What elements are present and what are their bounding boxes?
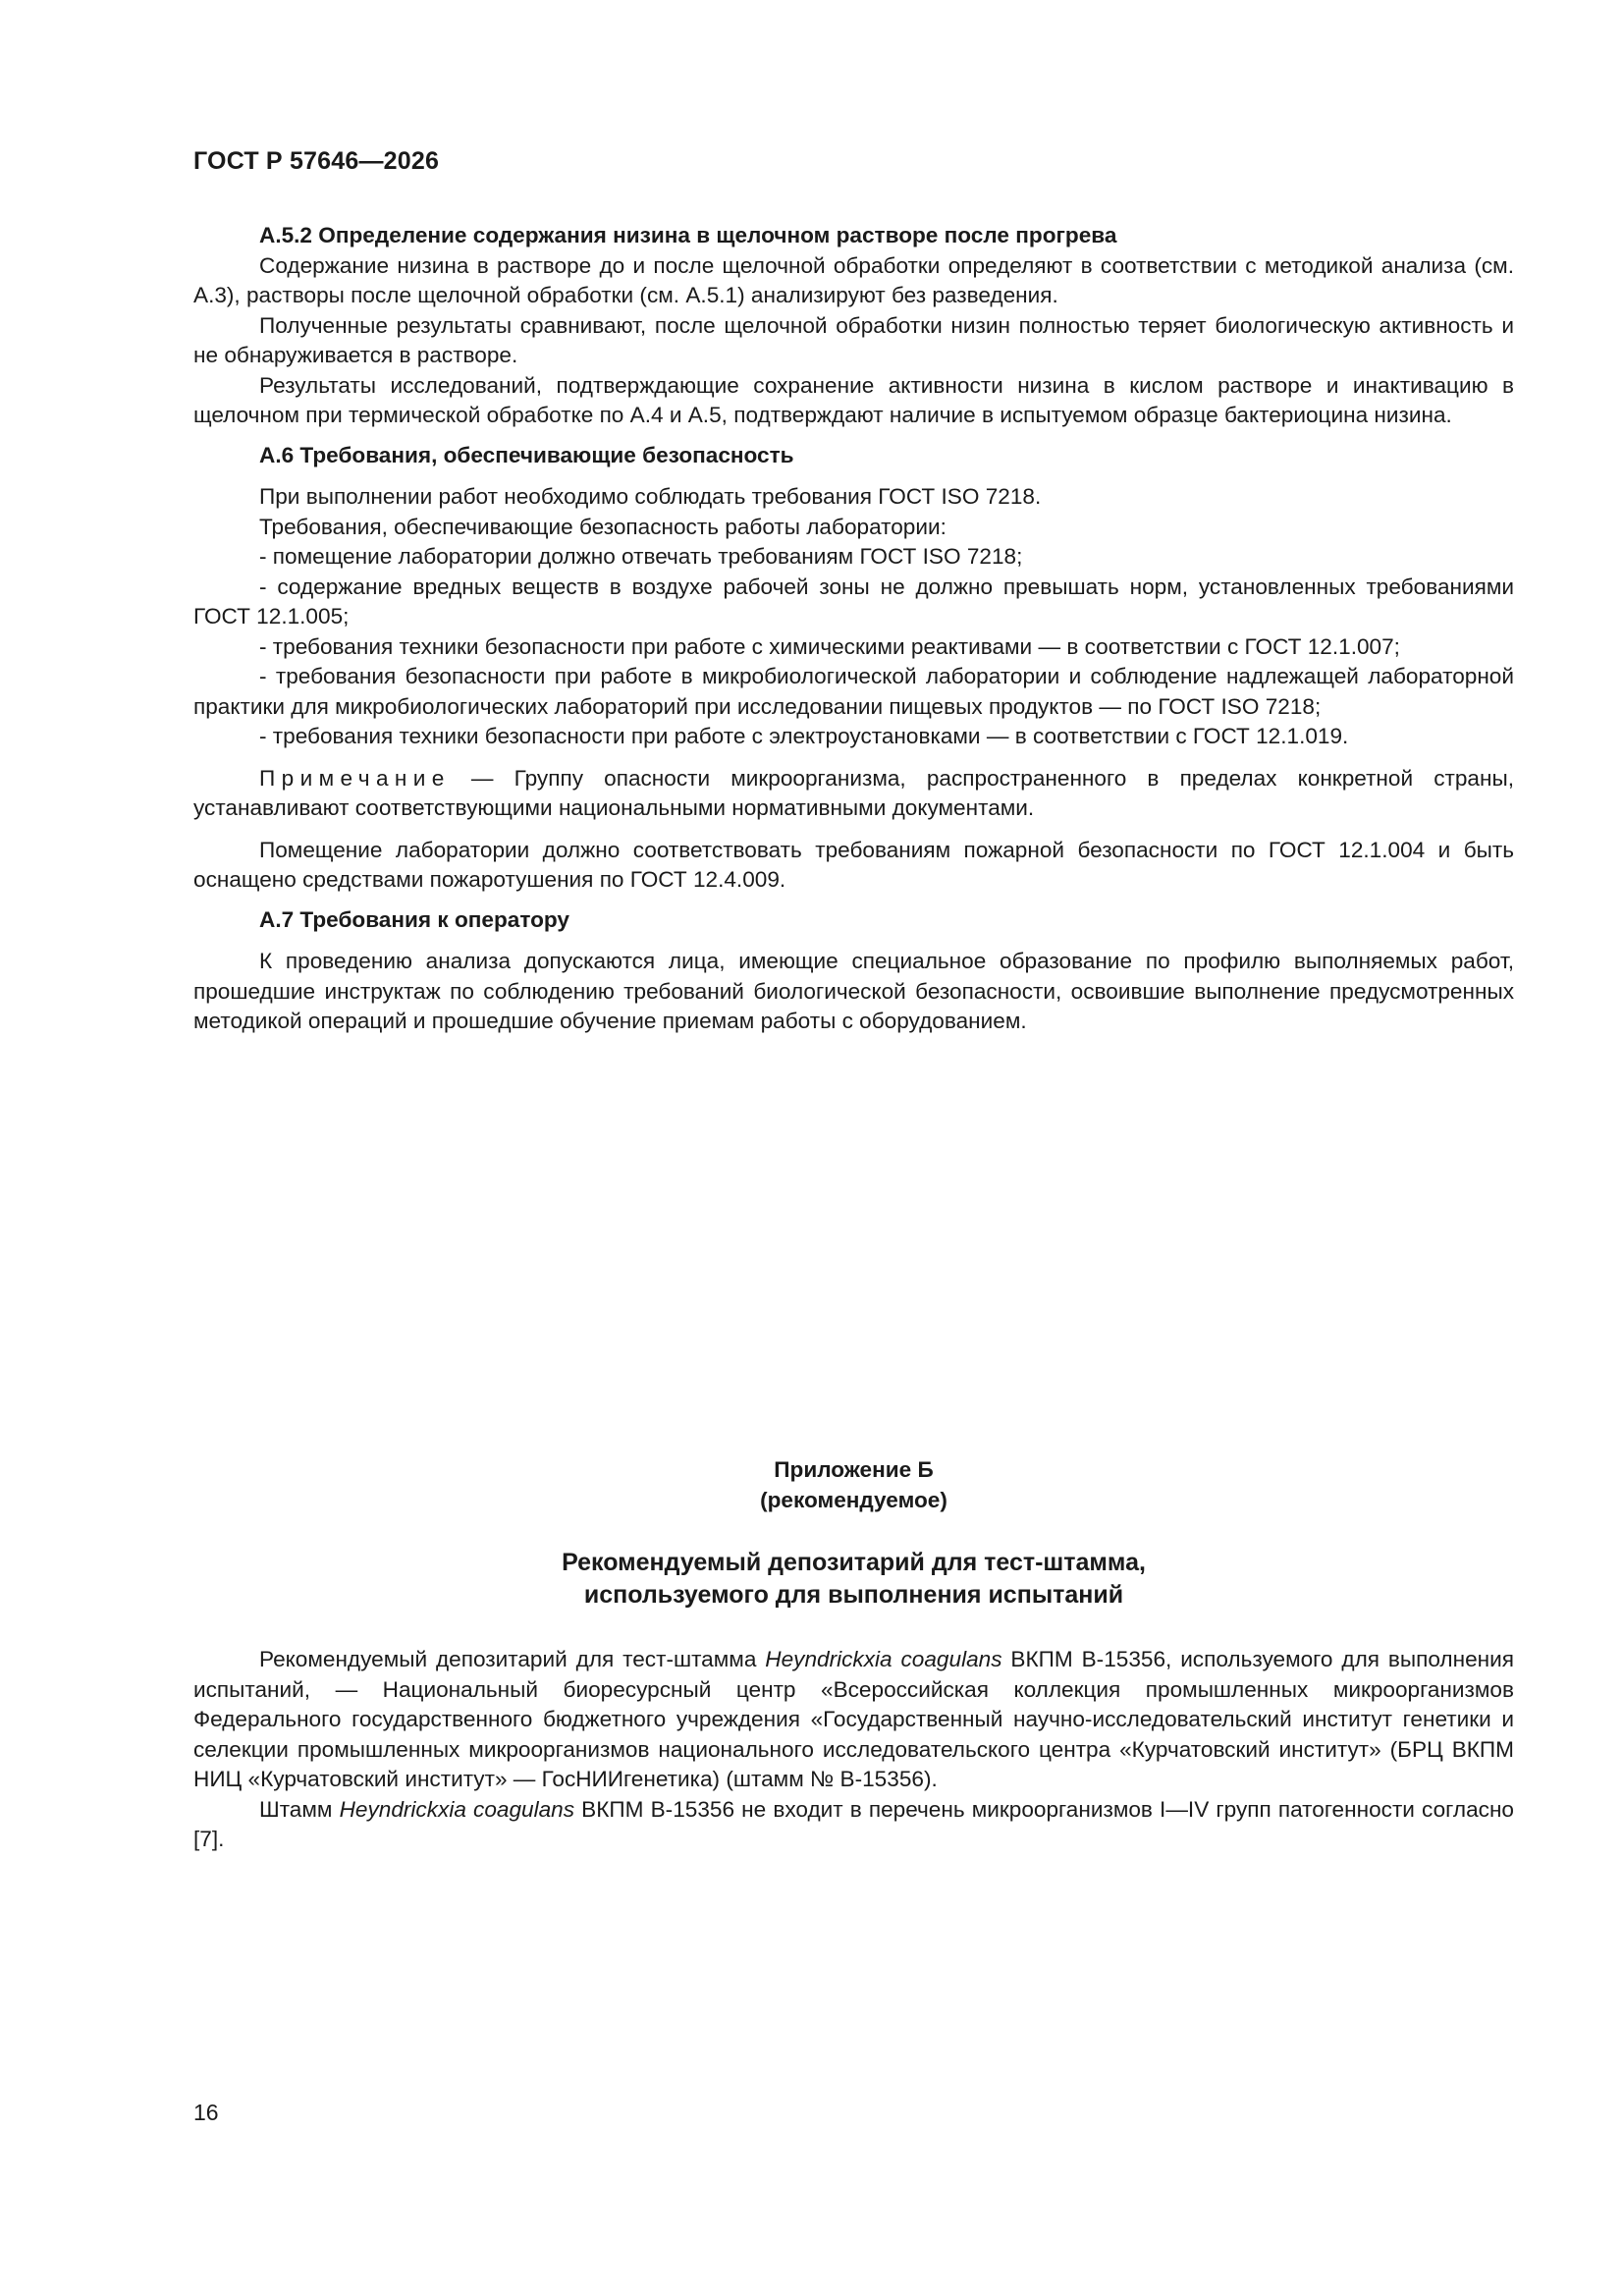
paragraph: Помещение лаборатории должно соответствовать требованиям пожарной безопасности по ГОСТ 12.1.004 и быть оснащено средствами пожаротушения по ГОСТ 12.4.009.: [193, 837, 1514, 892]
appendix-b: [193, 1455, 1514, 1855]
text-span: ВКПМ В-15356, используемого для выполнения испытаний, — Национальный биоресурсный центр «Всероссийская коллекция промышленных микроорганизмов Федерального государственного бюджетного учреждения «Государственный научно-исследовательский институт генетики и селекции промышленных микроорганизмов национального исследовательского центра «Курчатовский институт» (БРЦ ВКПМ НИЦ «Курчатовский институт» — ГосНИИгенетика) (штамм № В-15356).: [193, 1647, 1514, 1791]
species-name: Heyndrickxia coagulans: [339, 1796, 575, 1822]
section-heading-a6: А.6 Требования, обеспечивающие безопасность: [259, 442, 794, 467]
list-item: - помещение лаборатории должно отвечать требованиям ГОСТ ISO 7218;: [259, 544, 1023, 569]
paragraph: К проведению анализа допускаются лица, имеющие специальное образование по профилю выполняемых работ, прошедшие инструктаж по соблюдению требований биологической безопасности, освоившие выполнение предусмотренных методикой операций и прошедшие обучение приемам работы с оборудованием.: [193, 949, 1514, 1033]
text-span: Штамм: [259, 1796, 340, 1822]
section-heading-a7: А.7 Требования к оператору: [259, 906, 569, 932]
paragraph: Требования, обеспечивающие безопасность работы лаборатории:: [259, 514, 947, 539]
text-span: Рекомендуемый депозитарий для тест-штамма: [259, 1647, 766, 1671]
paragraph: [193, 1795, 1514, 1855]
appendix-title-line-2: используемого для выполнения испытаний: [583, 1581, 1124, 1609]
list-item: - требования безопасности при работе в микробиологической лаборатории и соблюдение надлежащей лабораторной практики для микробиологических лабораторий при исследовании пищевых продуктов — по ГОСТ ISO 7218;: [193, 664, 1514, 719]
appendix-status: (рекомендуемое): [760, 1487, 947, 1512]
note-text: — Группу опасности микроорганизма, распространенного в пределах конкретной страны, устанавливают соответствующими национальными нормативными документами.: [193, 765, 1514, 820]
note: [193, 764, 1514, 824]
page-number: 16: [193, 2100, 219, 2125]
paragraph: Полученные результаты сравнивают, после щелочной обработки низин полностью теряет биологическую активность и не обнаруживается в растворе.: [193, 312, 1514, 367]
section-heading-a52: А.5.2 Определение содержания низина в щелочном растворе после прогрева: [259, 223, 1117, 247]
paragraph: Результаты исследований, подтверждающие сохранение активности низина в кислом растворе и инактивацию в щелочном при термической обработке по А.4 и А.5, подтверждают наличие в испытуемом образце бактериоцина низина.: [193, 372, 1514, 427]
paragraph: [193, 1645, 1514, 1795]
list-item: - требования техники безопасности при работе с химическими реактивами — в соответствии с ГОСТ 12.1.007;: [259, 633, 1400, 659]
appendix-label: Приложение Б: [774, 1457, 934, 1482]
paragraph: Содержание низина в растворе до и после щелочной обработки определяют в соответствии с методикой анализа (см. А.3), растворы после щелочной обработки (см. А.5.1) анализируют без разведения.: [193, 252, 1514, 307]
list-item: - содержание вредных веществ в воздухе рабочей зоны не должно превышать норм, установленных требованиями ГОСТ 12.1.005;: [193, 574, 1514, 629]
note-label: Примечание: [259, 765, 451, 791]
list-item: - требования техники безопасности при работе с электроустановками — в соответствии с ГОСТ 12.1.019.: [259, 724, 1349, 748]
main-content: [193, 221, 1514, 1037]
document-header: ГОСТ Р 57646—2026: [193, 147, 440, 175]
text-span: ВКПМ В-15356 не входит в перечень микроорганизмов I—IV групп патогенности согласно [7].: [193, 1796, 1514, 1851]
appendix-title-line-1: Рекомендуемый депозитарий для тест-штамма,: [562, 1549, 1146, 1576]
paragraph: При выполнении работ необходимо соблюдать требования ГОСТ ISO 7218.: [259, 484, 1042, 509]
species-name: Heyndrickxia coagulans: [765, 1647, 1002, 1671]
appendix-title: [193, 1547, 1514, 1612]
